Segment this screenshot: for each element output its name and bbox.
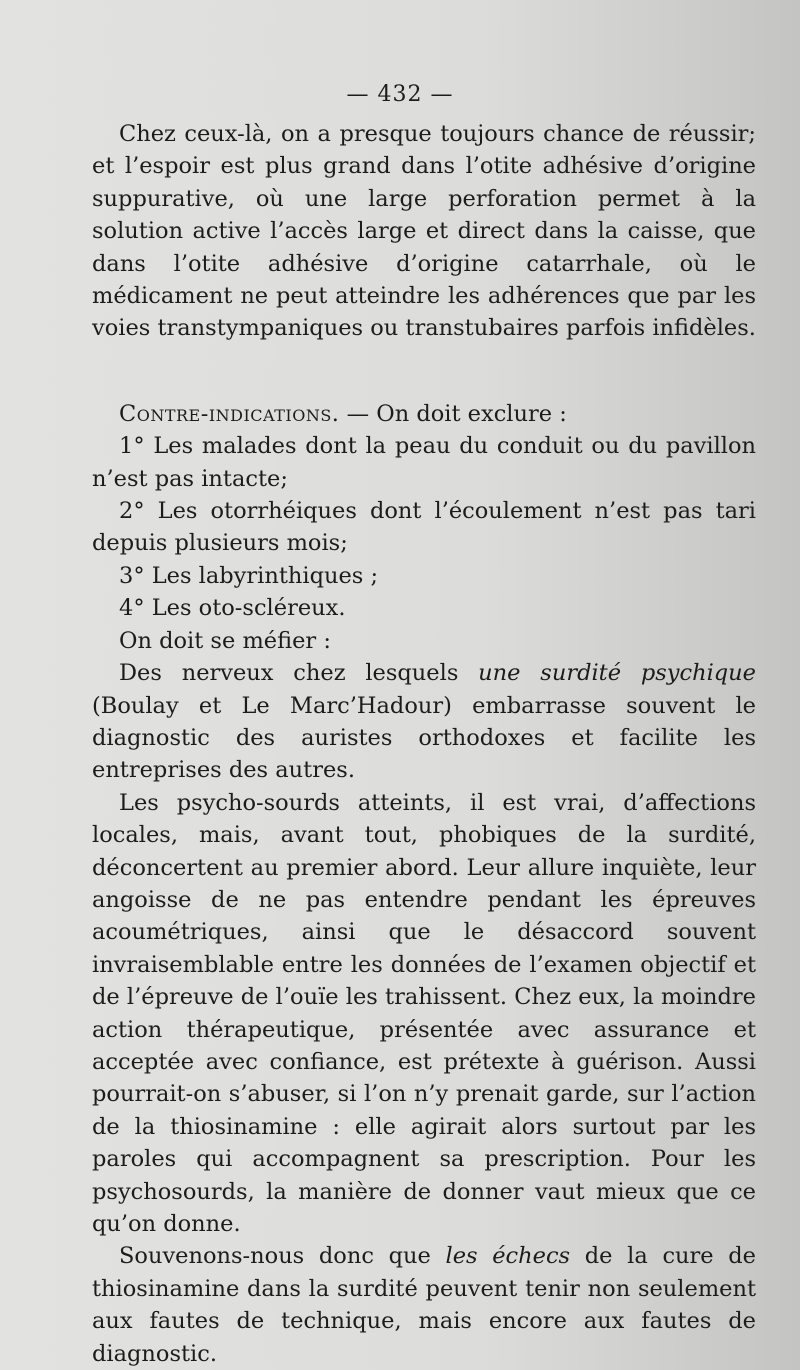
- paragraph-nerveux: [92, 657, 756, 787]
- text-run: Des nerveux chez lesquels: [119, 660, 479, 687]
- list-item: 1° Les malades dont la peau du conduit ou du pavillon n’est pas intacte;: [92, 433, 756, 492]
- text-run: (Boulay et Le Marc’Hadour) embarrasse souvent le diagnostic des auristes orthodoxes et facilite les entreprises des autres.: [92, 692, 756, 784]
- page-number: — 432 —: [346, 82, 454, 107]
- paragraph-mefier: On doit se méfier :: [119, 627, 331, 654]
- emphasis: une surdité psychique: [478, 660, 756, 687]
- section-gap: [92, 345, 756, 398]
- text-run: de la cure de thiosinamine dans la surdité peuvent tenir non seulement aux fautes de technique, mais encore aux fautes de diagnostic.: [92, 1243, 756, 1367]
- paragraph-souvenons: [92, 1240, 756, 1370]
- emphasis: les échecs: [445, 1243, 571, 1270]
- list-item: 3° Les labyrinthiques ;: [119, 562, 379, 589]
- section-heading-intro: — On doit exclure :: [339, 400, 567, 427]
- page-body: [92, 118, 756, 1370]
- section-heading: Contre-indications.: [119, 400, 340, 427]
- paragraph-psycho-sourds: Les psycho-sourds atteints, il est vrai, d’affections locales, mais, avant tout, phobiques de la surdité, déconcertent au premier abord. Leur allure inquiète, leur angoisse de ne pas entendre pendant les épreuves acoumétriques, ainsi que le désaccord souvent invraisemblable entre les données de l’examen objectif et de l’épreuve de l’ouïe les trahissent. Chez eux, la moindre action thérapeutique, présentée avec assurance et acceptée avec confiance, est prétexte à guérison. Aussi pourrait-on s’abuser, si l’on n’y prenait garde, sur l’action de la thiosinamine : elle agirait alors surtout par les paroles qui accompagnent sa prescription. Pour les psychosourds, la manière de donner vaut mieux que ce qu’on donne.: [92, 789, 756, 1237]
- paragraph-reussir: Chez ceux-là, on a presque toujours chance de réussir; et l’espoir est plus grand dans l’otite adhésive d’origine suppurative, où une large perforation permet à la solution active l’accès large et direct dans la caisse, que dans l’otite adhésive d’origine catarrhale, où le médicament ne peut atteindre les adhérences que par les voies transtympaniques ou transtubaires parfois infidèles.: [92, 121, 756, 342]
- list-item: 2° Les otorrhéiques dont l’écoulement n’est pas tari depuis plusieurs mois;: [92, 498, 756, 557]
- text-run: Souvenons-nous donc que: [119, 1243, 446, 1270]
- list-item: 4° Les oto-scléreux.: [119, 595, 346, 622]
- paragraph-contre-indications: [92, 398, 756, 430]
